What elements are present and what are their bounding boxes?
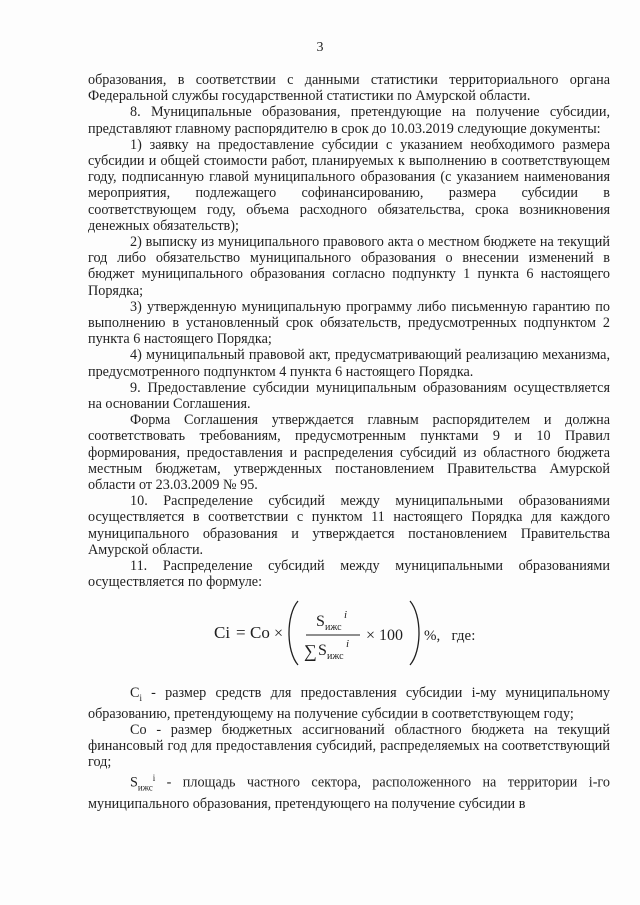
distribution-formula [88, 591, 610, 675]
numerator-base: S [316, 612, 325, 630]
definition-item [88, 685, 610, 722]
formula-times-100: × 100 [366, 626, 404, 644]
right-paren [410, 601, 419, 665]
denominator-sup: i [346, 637, 350, 650]
definition-superscript: i [152, 773, 156, 784]
formula-svg [88, 591, 610, 675]
paragraph: 11. Распределение субсидий между муниципальными образованиями осуществляется по формуле: [88, 558, 610, 591]
definition-subscript: ижс [137, 782, 153, 793]
definition-list [88, 685, 610, 813]
left-paren [289, 601, 298, 665]
definition-symbol: S [130, 775, 138, 792]
paragraph-list [88, 72, 610, 591]
paragraph: 10. Распределение субсидий между муниципальными образованиями осуществляется в соответствии с пунктом 11 настоящего Порядка для каждого муниципального образования и утверждается постановлением Правительства Амурской области. [88, 493, 610, 558]
definition-item [88, 770, 610, 812]
paragraph: 4) муниципальный правовой акт, предусматривающий реализацию механизма, предусмотренного подпунктом 4 пункта 6 настоящего Порядка. [88, 347, 610, 380]
definition-text: - размер бюджетных ассигнований областного бюджета на текущий финансовый год для предоставления субсидий, распределяемых на соответствующий год; [88, 721, 610, 771]
formula-times: × [274, 624, 284, 642]
formula-percent-where: %, где: [424, 627, 476, 644]
definition-subscript: i [139, 692, 142, 703]
paragraph: 2) выписку из муниципального правового акта о местном бюджете на текущий год либо обязательство муниципального образования о внесении изменений в бюджет муниципального образования согласно подпункту 1 пункта 6 настоящего Порядка; [88, 234, 610, 299]
sum-sign: ∑ [304, 640, 317, 661]
paragraph: 9. Предоставление субсидии муниципальным образованиям осуществляется на основании Соглашения. [88, 379, 610, 413]
page-number: 3 [316, 40, 324, 55]
denominator-sub: ижс [327, 650, 344, 662]
definition-symbol: Co [130, 721, 147, 738]
paragraph: 1) заявку на предоставление субсидии с указанием необходимого размера субсидии и общей стоимости работ, планируемых к выполнению в соответствующем году, подписанную главой муниципального образования (с указанием наименования мероприятия, подлежащего софинансированию, размера субсидии в соответствующем году, объема расходного обязательства, срока возникновения денежных обязательств); [88, 136, 610, 234]
formula-co: Co [250, 622, 270, 642]
paragraph: Форма Соглашения утверждается главным распорядителем и должна соответствовать требованиям, предусмотренным пунктами 9 и 10 Правил формирования, предоставления и распределения субсидий из областного бюджета местным бюджетам, утвержденных постановлением Правительства Амурской области от 23.03.2009 № 95. [88, 412, 610, 494]
formula-lhs: Ci [214, 622, 231, 642]
paragraph: образования, в соответствии с данными статистики территориального органа Федеральной службы государственной статистики по Амурской области. [88, 72, 610, 105]
definition-text: - размер средств для предоставления субсидии i-му муниципальному образованию, претендующему на получение субсидии в соответствующем году; [88, 684, 610, 722]
definition-item [88, 722, 610, 771]
spacer [88, 675, 610, 685]
definition-symbol: C [130, 684, 140, 701]
formula-equals: = [236, 622, 246, 642]
definition-text: - площадь частного сектора, расположенного на территории i-го муниципального образования, претендующего на получение субсидии в [88, 775, 610, 813]
numerator-sup: i [344, 608, 348, 621]
numerator-sub: ижс [325, 621, 342, 633]
document-body [88, 72, 610, 812]
paragraph: 3) утвержденную муниципальную программу либо письменную гарантию по выполнению в установленный срок обязательств, предусмотренных подпунктом 2 пункта 6 настоящего Порядка; [88, 298, 610, 348]
paragraph: 8. Муниципальные образования, претендующие на получение субсидии, представляют главному распорядителю в срок до 10.03.2019 следующие документы: [88, 104, 610, 137]
denominator-base: S [318, 641, 327, 659]
